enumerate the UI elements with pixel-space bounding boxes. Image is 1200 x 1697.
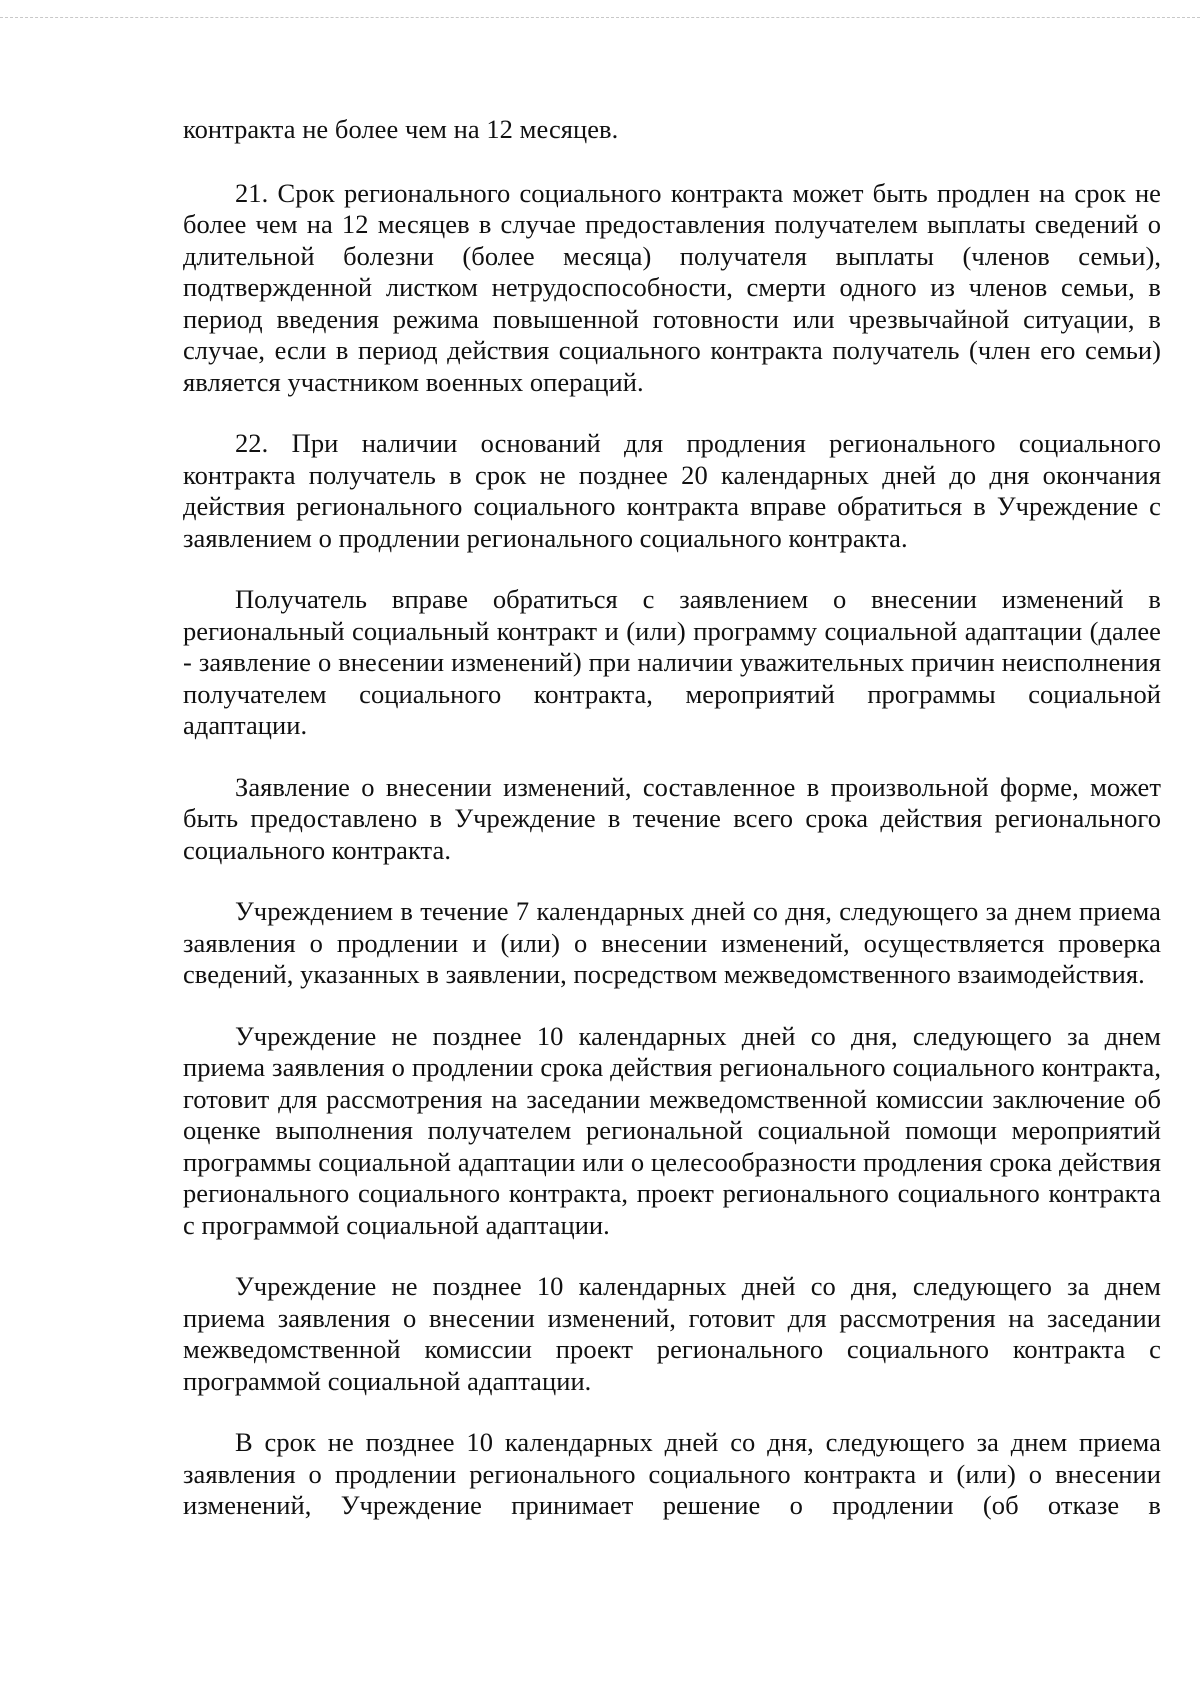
document-page — [183, 114, 1161, 1522]
paragraph-amendment-right: Получатель вправе обратиться с заявлением о внесении изменений в региональный социальный контракт и (или) программу социальной адаптации (далее - заявление о внесении изменений) при наличии уважительных причин неисполнения получателем социального контракта, мероприятий программы социальной адаптации. — [183, 584, 1161, 740]
paragraph-verification: Учреждением в течение 7 календарных дней со дня, следующего за днем приема заявления о продлении и (или) о внесении изменений, осуществляется проверка сведений, указанных в заявлении, посредством межведомственного взаимодействия. — [183, 896, 1161, 989]
paragraph-amendment-form: Заявление о внесении изменений, составленное в произвольной форме, может быть предоставлено в Учреждение в течение всего срока действия регионального социального контракта. — [183, 771, 1161, 865]
paragraph-clause-21: 21. Срок регионального социального контракта может быть продлен на срок не более чем на 12 месяцев в случае предоставления получателем выплаты сведений о длительной болезни (более месяца) получателя выплаты (членов семьи), подтвержденной листком нетрудоспособности, смерти одного из членов семьи, в период введения режима повышенной готовности или чрезвычайной ситуации, в случае, если в период действия социального контракта получатель (член его семьи) является участником военных операций. — [183, 177, 1161, 397]
scan-top-border — [0, 17, 1200, 18]
paragraph-continuation: контракта не более чем на 12 месяцев. — [183, 114, 619, 144]
paragraph-decision: В срок не позднее 10 календарных дней со дня, следующего за днем приема заявления о продлении регионального социального контракта и (или) о внесении изменений, Учреждение принимает решение о продлении (об отказе в — [183, 1427, 1161, 1520]
paragraph-clause-22: 22. При наличии оснований для продления регионального социального контракта получатель в срок не позднее 20 календарных дней до дня окончания действия регионального социального контракта вправе обратиться в Учреждение с заявлением о продлении регионального социального контракта. — [183, 428, 1161, 553]
paragraph-extension-prep: Учреждение не позднее 10 календарных дней со дня, следующего за днем приема заявления о продлении срока действия регионального социального контракта, готовит для рассмотрения на заседании межведомственной комиссии заключение об оценке выполнения получателем региональной социальной помощи мероприятий программы социальной адаптации или о целесообразности продления срока действия регионального социального контракта, проект регионального социального контракта с программой социальной адаптации. — [183, 1020, 1161, 1240]
paragraph-amendment-prep: Учреждение не позднее 10 календарных дней со дня, следующего за днем приема заявления о внесении изменений, готовит для рассмотрения на заседании межведомственной комиссии проект регионального социального контракта с программой социальной адаптации. — [183, 1271, 1161, 1396]
